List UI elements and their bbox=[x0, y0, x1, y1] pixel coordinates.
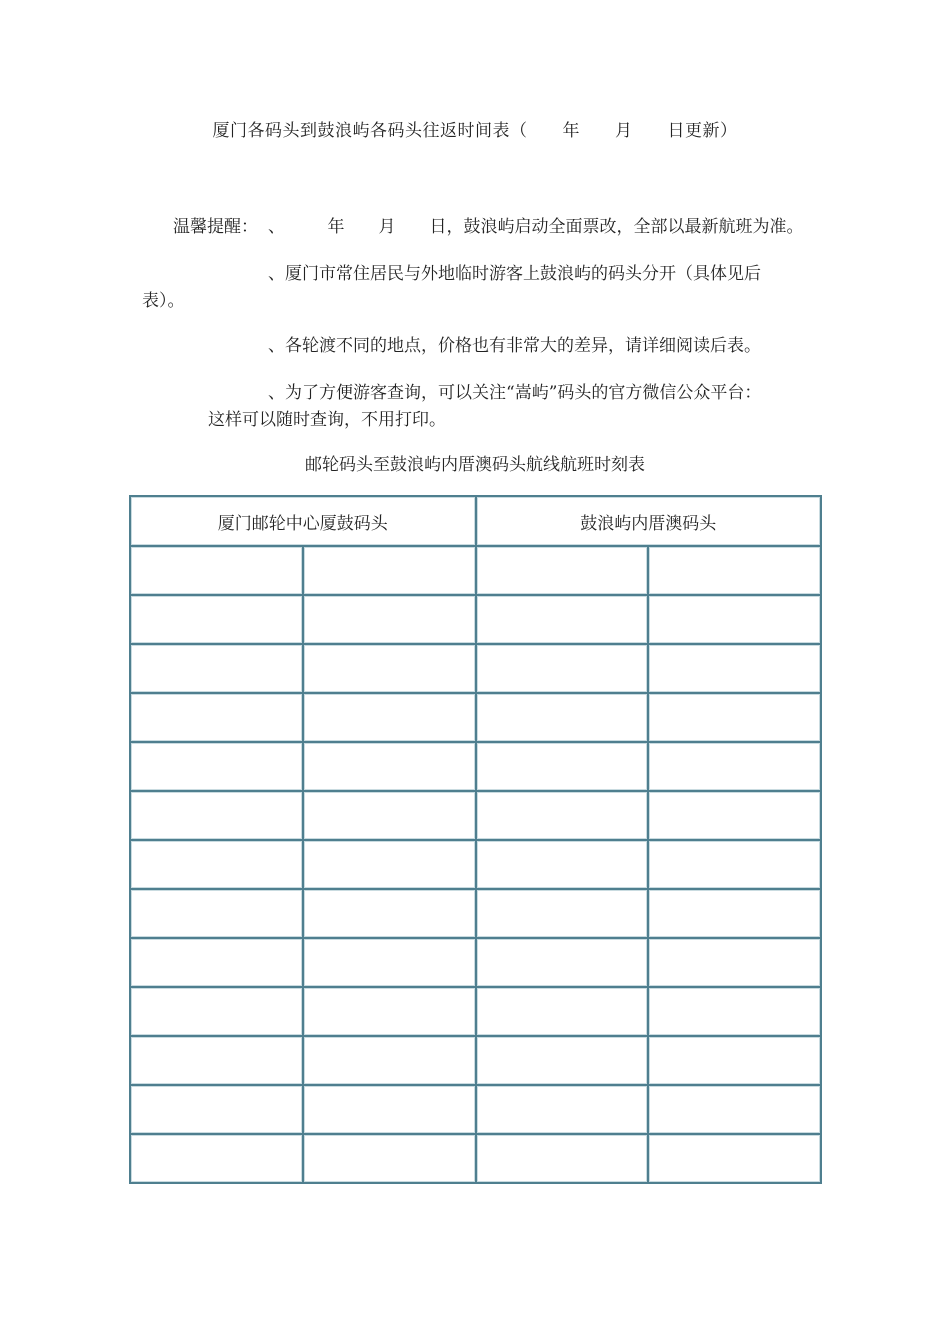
table-cell bbox=[648, 693, 821, 742]
ferry-timetable bbox=[129, 495, 822, 1184]
table-cell bbox=[303, 840, 476, 889]
table-cell bbox=[303, 644, 476, 693]
table-cell bbox=[130, 1085, 303, 1134]
table-cell bbox=[303, 987, 476, 1036]
table-cell bbox=[476, 1085, 649, 1134]
table-cell bbox=[476, 938, 649, 987]
table-cell bbox=[648, 791, 821, 840]
table-cell bbox=[303, 1134, 476, 1183]
timetable-body bbox=[130, 546, 821, 1183]
table-cell bbox=[130, 644, 303, 693]
table-cell bbox=[130, 938, 303, 987]
table-row bbox=[130, 595, 821, 644]
table-cell bbox=[648, 938, 821, 987]
table-cell bbox=[130, 1134, 303, 1183]
table-cell bbox=[476, 840, 649, 889]
table-cell bbox=[130, 595, 303, 644]
table-cell bbox=[476, 595, 649, 644]
table-cell bbox=[130, 791, 303, 840]
table-cell bbox=[476, 889, 649, 938]
table-cell bbox=[648, 987, 821, 1036]
header-xiamen-cruise-terminal: 厦门邮轮中心厦鼓码头 bbox=[130, 496, 476, 546]
table-row bbox=[130, 1134, 821, 1183]
table-cell bbox=[648, 1134, 821, 1183]
notice-item-3: 、各轮渡不同的地点，价格也有非常大的差异，请详细阅读后表。 bbox=[268, 336, 761, 356]
table-cell bbox=[476, 546, 649, 595]
table-cell bbox=[130, 693, 303, 742]
timetable-caption: 邮轮码头至鼓浪屿内厝澳码头航线航班时刻表 bbox=[305, 455, 645, 475]
table-cell bbox=[130, 742, 303, 791]
table-cell bbox=[648, 644, 821, 693]
table-cell bbox=[648, 546, 821, 595]
table-cell bbox=[648, 1036, 821, 1085]
header-gulangyu-neicuoao-terminal: 鼓浪屿内厝澳码头 bbox=[476, 496, 822, 546]
table-row bbox=[130, 987, 821, 1036]
notice-item-2: 、厦门市常住居民与外地临时游客上鼓浪屿的码头分开（具体见后 bbox=[268, 264, 761, 284]
table-cell bbox=[303, 742, 476, 791]
table-cell bbox=[303, 546, 476, 595]
table-cell bbox=[476, 987, 649, 1036]
table-cell bbox=[130, 1036, 303, 1085]
table-row bbox=[130, 1085, 821, 1134]
table-row bbox=[130, 644, 821, 693]
table-row bbox=[130, 840, 821, 889]
notice-item-4: 、为了方便游客查询，可以关注“嵩屿”码头的官方微信公众平台： bbox=[268, 383, 762, 403]
table-cell bbox=[303, 595, 476, 644]
table-cell bbox=[130, 840, 303, 889]
table-cell bbox=[648, 889, 821, 938]
table-row bbox=[130, 693, 821, 742]
notice-item-2-continued: 表）。 bbox=[142, 291, 185, 311]
table-cell bbox=[476, 742, 649, 791]
table-cell bbox=[130, 889, 303, 938]
table-cell bbox=[648, 742, 821, 791]
table-row bbox=[130, 938, 821, 987]
document-title: 厦门各码头到鼓浪屿各码头往返时间表（ 年 月 日更新） bbox=[212, 121, 738, 141]
table-row bbox=[130, 1036, 821, 1085]
table-cell bbox=[476, 1134, 649, 1183]
table-cell bbox=[303, 1036, 476, 1085]
table-cell bbox=[476, 791, 649, 840]
timetable-header-row bbox=[130, 496, 821, 546]
table-cell bbox=[476, 693, 649, 742]
table-cell bbox=[476, 644, 649, 693]
table-cell bbox=[303, 693, 476, 742]
table-row bbox=[130, 546, 821, 595]
table-cell bbox=[130, 987, 303, 1036]
table-cell bbox=[648, 1085, 821, 1134]
table-row bbox=[130, 742, 821, 791]
table-cell bbox=[303, 938, 476, 987]
notice-item-1: 、 年 月 日，鼓浪屿启动全面票改，全部以最新航班为准。 bbox=[268, 217, 804, 237]
table-cell bbox=[648, 595, 821, 644]
table-cell bbox=[303, 791, 476, 840]
notice-label: 温馨提醒： bbox=[173, 217, 258, 237]
table-cell bbox=[303, 889, 476, 938]
table-cell bbox=[648, 840, 821, 889]
table-cell bbox=[476, 1036, 649, 1085]
table-row bbox=[130, 791, 821, 840]
notice-item-4-continued: 这样可以随时查询，不用打印。 bbox=[208, 410, 446, 430]
table-cell bbox=[303, 1085, 476, 1134]
table-row bbox=[130, 889, 821, 938]
table-cell bbox=[130, 546, 303, 595]
